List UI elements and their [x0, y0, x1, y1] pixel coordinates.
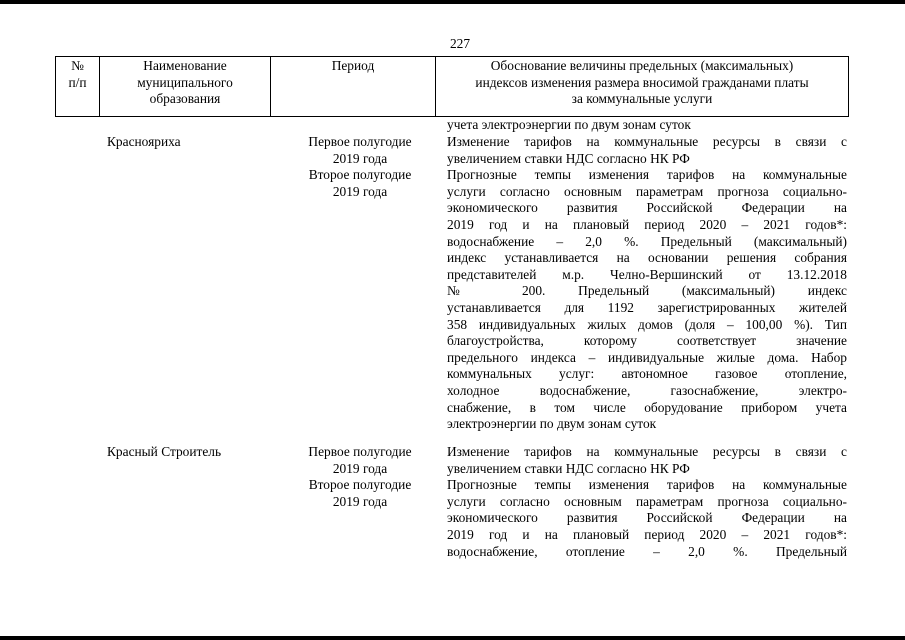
period-cell: Первое полугодие 2019 года Второе полугодие 2019 года	[308, 444, 412, 509]
header-divider	[848, 56, 849, 117]
header-top-rule	[55, 56, 849, 57]
bottom-border	[0, 636, 905, 640]
justification-text: Изменение тарифов на коммунальные ресурсы в связи с увеличением ставки НДС согласно НК РФ Прогнозные темпы изменения тарифов на коммунальные услуги согласно основным параметрам прогноза социально- экономического развития Российской Федерации на 2019 год и на плановый период 2020 – 2021 годов*: водоснабжение, отопление – 2,0 %. Предельный	[447, 444, 847, 559]
header-municipality: Наименование муниципального образования	[137, 58, 233, 107]
top-border	[0, 0, 905, 4]
justification-text: Изменение тарифов на коммунальные ресурсы в связи с увеличением ставки НДС согласно НК РФ Прогнозные темпы изменения тарифов на коммунальные услуги согласно основным параметрам прогноза социально- экономического развития Российской Федерации на 2019 год и на плановый период 2020 – 2021 годов*: водоснабжение – 2,0 %. Предельный (максимальный) индекс устанавливается на основании решения собрания представителей м.р. Челно-Вершинский от 13.12.2018 № 200. Предельный (максимальный) индекс устанавливается для 1192 зарегистрированных жителей 358 индивидуальных жилых домов (доля – 100,00 %). Тип благоустройства, которому соответствует значение предельного индекса – индивидуальные жилые дома. Набор коммунальных услуг: автономное газовое отопление, холодное водоснабжение, газоснабжение, электро- снабжение, в том числе оборудование прибором учета электроэнергии по двум зонам суток	[447, 134, 847, 432]
header-period: Период	[331, 58, 375, 73]
municipality-name: Краснояриха	[107, 134, 181, 149]
municipality-name: Красный Строитель	[107, 444, 222, 459]
period-cell: Первое полугодие 2019 года Второе полугодие 2019 года	[308, 134, 412, 199]
header-justification: Обоснование величины предельных (максимальных) индексов изменения размера вносимой гражданами платы за коммунальные услуги	[475, 58, 809, 107]
carry-over-text: учета электроэнергии по двум зонам суток	[447, 117, 691, 132]
header-number: № п/п	[68, 58, 87, 90]
page-number: 227	[449, 36, 471, 51]
